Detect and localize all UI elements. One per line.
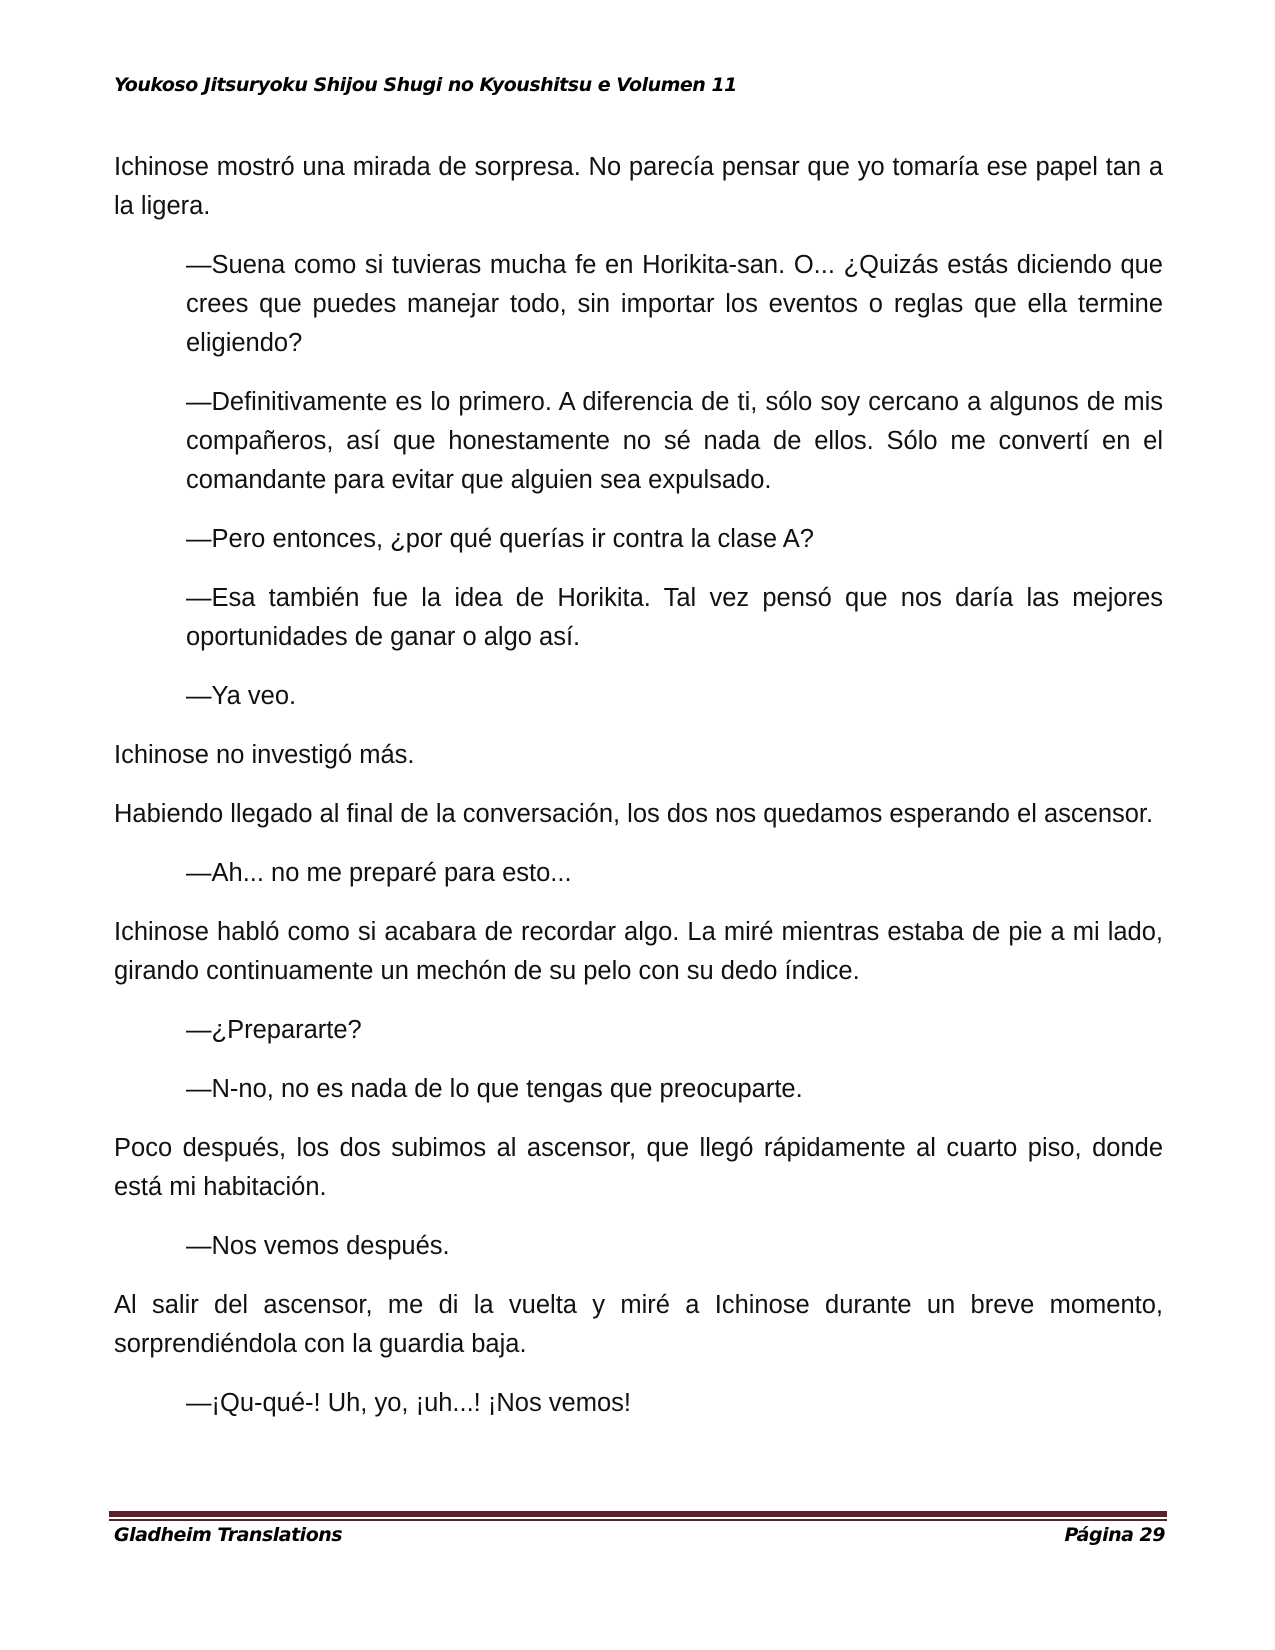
dialogue-paragraph: —Nos vemos después. [186, 1232, 450, 1260]
dialogue-paragraph: —Ah... no me preparé para esto... [186, 859, 572, 887]
dialogue-paragraph: —Esa también fue la idea de Horikita. Tal vez pensó que nos daría las mejores oportunidades de ganar o algo así. [186, 584, 1163, 651]
dialogue-paragraph: —Ya veo. [186, 682, 297, 710]
paragraph: Ichinose habló como si acabara de recordar algo. La miré mientras estaba de pie a mi lado, girando continuamente un mechón de su pelo con su dedo índice. [114, 918, 1163, 985]
paragraph: Ichinose no investigó más. [114, 741, 415, 769]
dialogue-paragraph: —¿Prepararte? [186, 1016, 362, 1044]
footer-rule-thin [109, 1519, 1167, 1521]
footer-translator: Gladheim Translations [114, 1524, 343, 1546]
dialogue-paragraph: —Definitivamente es lo primero. A diferencia de ti, sólo soy cercano a algunos de mis compañeros, así que honestamente no sé nada de ellos. Sólo me convertí en el comandante para evitar que alguien sea expulsado. [186, 388, 1163, 494]
dialogue-paragraph: —Suena como si tuvieras mucha fe en Horikita-san. O... ¿Quizás estás diciendo que crees que puedes manejar todo, sin importar los eventos o reglas que ella termine eligiendo? [186, 251, 1163, 357]
dialogue-paragraph: —¡Qu-qué-! Uh, yo, ¡uh...! ¡Nos vemos! [186, 1389, 631, 1417]
paragraph: Habiendo llegado al final de la conversación, los dos nos quedamos esperando el ascensor. [114, 800, 1154, 828]
page-body [114, 148, 1163, 1443]
paragraph: Al salir del ascensor, me di la vuelta y miré a Ichinose durante un breve momento, sorprendiéndola con la guardia baja. [114, 1291, 1163, 1358]
paragraph: Poco después, los dos subimos al ascensor, que llegó rápidamente al cuarto piso, donde está mi habitación. [114, 1134, 1163, 1201]
running-header: Youkoso Jitsuryoku Shijou Shugi no Kyoushitsu e Volumen 11 [114, 74, 737, 96]
footer-page-number: Página 29 [1064, 1524, 1165, 1546]
footer-rule-thick [109, 1511, 1167, 1517]
dialogue-paragraph: —N-no, no es nada de lo que tengas que preocuparte. [186, 1075, 803, 1103]
paragraph: Ichinose mostró una mirada de sorpresa. No parecía pensar que yo tomaría ese papel tan a la ligera. [114, 153, 1163, 220]
dialogue-paragraph: —Pero entonces, ¿por qué querías ir contra la clase A? [186, 525, 814, 553]
